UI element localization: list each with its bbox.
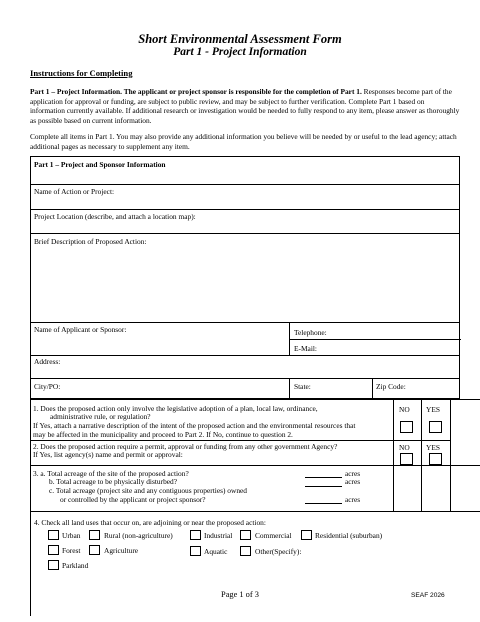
telephone-label: Telephone: [294,328,327,337]
q3-b-acres: acres [345,477,361,486]
project-location-label: Project Location (describe, and attach a location map): [34,212,196,221]
q3-b-text: b. Total acreage to be physically disturbed? [49,477,178,486]
q1-line-2: administrative rule, or regulation? [50,412,151,421]
form-code: SEAF 2026 [411,592,445,599]
parkland-checkbox[interactable] [48,560,59,570]
q2-line-2: If Yes, list agency(s) name and permit or approval: [33,450,183,459]
agriculture-label: Agriculture [104,546,139,555]
urban-label: Urban [62,531,81,540]
q3-a-acres: acres [345,469,361,478]
state-label: State: [294,382,311,391]
q2-yes-checkbox[interactable] [429,453,442,465]
instructions-paragraph-2: Complete all items in Part 1. You may also provide any additional information you believe will be needed by or useful to the lead agency; attach additional pages as necessary to supplement any item. [30,132,457,151]
q1-no-checkbox[interactable] [400,421,413,433]
forest-checkbox[interactable] [48,545,59,555]
commercial-checkbox[interactable] [240,530,251,540]
commercial-label: Commercial [255,531,292,540]
forest-label: Forest [62,546,81,555]
instructions-heading: Instructions for Completing [30,68,133,78]
other-label: Other(Specify): [255,547,302,556]
section-title: Part 1 – Project and Sponsor Information [34,160,166,169]
industrial-label: Industrial [204,531,233,540]
q3-b-answer-line[interactable] [305,486,342,487]
residential-label: Residential (suburban) [315,531,383,540]
q1-yes-checkbox[interactable] [429,421,442,433]
q2-no-checkbox[interactable] [400,453,413,465]
instructions-part1-rest: Responses become part of the application for approval or funding, are subject to public review, and may be subject to further verification. Complete Part 1 based on information currently available. If additional research or investigation would be needed to fully respond to any item, please answer as thoroughly as possible based on current information. [30,87,460,125]
address-label: Address: [34,357,61,366]
project-sponsor-table [30,156,460,399]
applicant-name-label: Name of Applicant or Sponsor: [34,325,127,334]
q1-line-1: 1. Does the proposed action only involve the legislative adoption of a plan, local law, ordinance, [33,404,318,413]
residential-checkbox[interactable] [301,530,312,540]
industrial-checkbox[interactable] [190,530,201,540]
other-checkbox[interactable] [240,546,251,556]
form-subtitle: Part 1 - Project Information [173,46,307,58]
q3-a-text: 3. a. Total acreage of the site of the proposed action? [33,469,189,478]
zip-code-label: Zip Code: [376,382,406,391]
q2-line-1: 2. Does the proposed action require a permit, approval or funding from any other government Agency? [33,442,338,451]
urban-checkbox[interactable] [48,530,59,540]
instructions-paragraph-1 [30,87,460,125]
city-po-label: City/PO: [34,382,61,391]
q3-a-answer-line[interactable] [305,477,342,478]
q1-line-3: If Yes, attach a narrative description of the intent of the proposed action and the environmental resources that [33,421,356,430]
questions-1-2-table [30,399,480,466]
q2-no-label: NO [399,443,410,452]
q3-c-answer-line[interactable] [305,503,342,504]
agriculture-checkbox[interactable] [89,545,100,555]
instructions-part1-bold: Part 1 – Project Information. The applicant or project sponsor is responsible for the completion of Part 1. [30,87,362,96]
q1-line-4: may be affected in the municipality and proceed to Part 2. If No, continue to question 2. [33,430,293,439]
question-4-section [30,512,480,616]
q3-c-text-1: c. Total acreage (project site and any contiguous properties) owned [49,486,247,495]
rural-checkbox[interactable] [89,530,100,540]
rural-label: Rural (non-agriculture) [104,531,173,540]
aquatic-checkbox[interactable] [190,546,201,556]
question-3-table [30,466,480,512]
aquatic-label: Aquatic [204,547,228,556]
page-number: Page 1 of 3 [221,590,259,599]
q1-no-label: NO [399,405,410,414]
form-title: Short Environmental Assessment Form [138,32,342,46]
parkland-label: Parkland [62,561,89,570]
brief-description-label: Brief Description of Proposed Action: [34,237,147,246]
q3-c-text-2: or controlled by the applicant or project sponsor? [60,495,206,504]
email-label: E-Mail: [294,344,317,353]
q2-yes-label: YES [426,443,440,452]
q4-text: 4. Check all land uses that occur on, are adjoining or near the proposed action: [34,518,266,527]
q3-c-acres: acres [345,495,361,504]
name-of-action-label: Name of Action or Project: [34,187,115,196]
q1-yes-label: YES [426,405,440,414]
